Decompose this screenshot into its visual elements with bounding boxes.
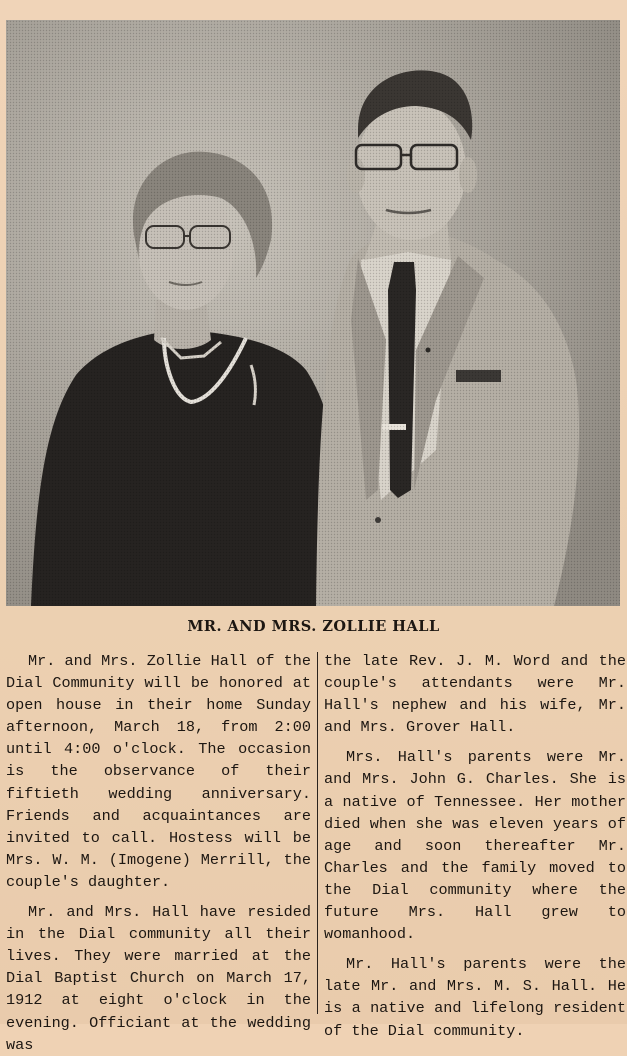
article-paragraph: Mrs. Hall's parents were Mr. and Mrs. John G. Charles. She is a native of Tennessee. Her mother died when she was eleven years of age and soon thereafter Mr. Charles and the family moved to the Dial community where the future Mrs. Hall grew to womanhood. bbox=[324, 748, 626, 944]
couple-photograph bbox=[6, 20, 620, 606]
column-divider bbox=[317, 652, 318, 1014]
article-column-right bbox=[324, 650, 626, 1042]
article-paragraph: Mr. and Mrs. Zollie Hall of the Dial Community will be honored at open house in their home Sunday afternoon, March 18, from 2:00 until 4:00 o'clock. The occasion is the observance of their fiftieth wedding anniversary. Friends and acquaintances are invited to call. Hostess will be Mrs. W. M. (Imogene) Merrill, the couple's daughter. bbox=[6, 652, 311, 891]
photo-caption: MR. AND MRS. ZOLLIE HALL bbox=[187, 618, 440, 635]
article-paragraph: Mr. Hall's parents were the late Mr. and Mrs. M. S. Hall. He is a native and lifelong resident of the Dial community. bbox=[324, 955, 626, 1040]
article-column-left bbox=[6, 650, 311, 1056]
article-paragraph: Mr. and Mrs. Hall have resided in the Dial community all their lives. They were married at the Dial Baptist Church on March 17, 1912 at eight o'clock in the evening. Officiant at the wedding was bbox=[6, 903, 311, 1054]
article-paragraph: the late Rev. J. M. Word and the couple's attendants were Mr. Hall's nephew and his wife, Mr. and Mrs. Grover Hall. bbox=[324, 652, 626, 737]
